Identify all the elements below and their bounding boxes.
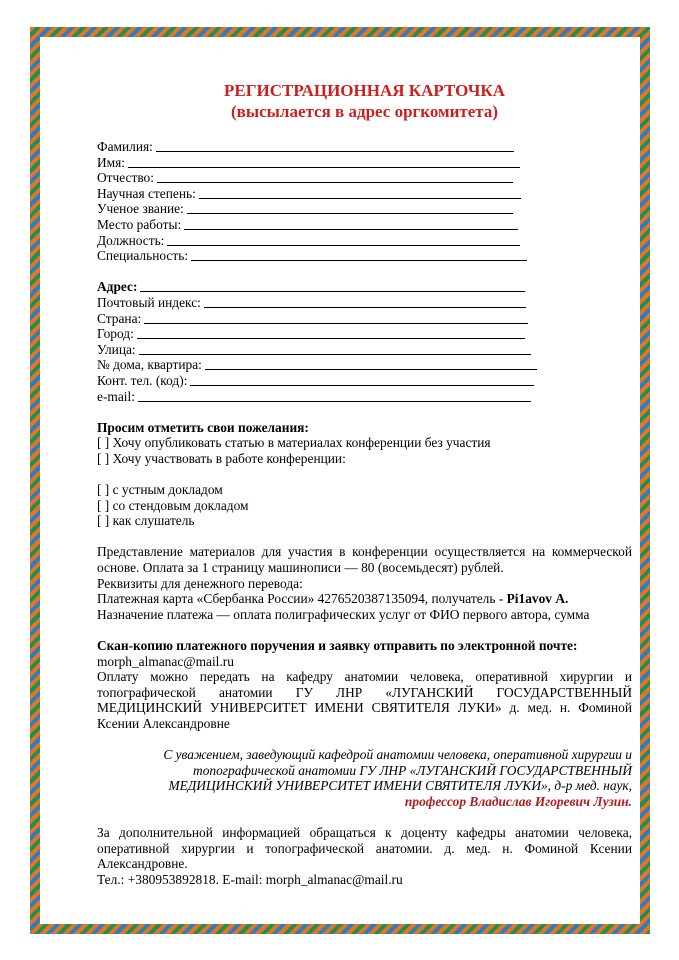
registration-card [97,80,632,888]
input-line[interactable] [190,373,534,386]
input-line[interactable] [205,357,537,370]
checkbox-option[interactable]: [ ] Хочу участвовать в работе конференции: [97,450,346,466]
send-email[interactable]: morph_almanac@mail.ru [97,653,234,669]
payment-card-text: Платежная карта «Сбербанка России» 4276520387135094, получатель - [97,591,507,607]
field-label: Улица: [97,341,136,357]
checkbox-option[interactable]: [ ] с устным докладом [97,482,223,498]
field-email[interactable] [97,389,632,405]
field-label: Научная степень: [97,185,196,201]
input-line[interactable] [139,342,531,355]
input-line[interactable] [137,326,525,339]
input-line[interactable] [144,311,528,324]
wishes-heading: Просим отметить свои пожелания: [97,419,309,435]
payment-recipient: Pi1avov А. [506,591,569,607]
payment-terms: Представление материалов для участия в конференции осуществляется на коммерческой основе. Оплата за 1 страницу машинописи — 80 (восемьдесят) рублей. [97,544,632,576]
checkbox-option[interactable]: [ ] со стендовым докладом [97,497,249,513]
field-label: Город: [97,326,134,342]
field-label: Страна: [97,310,142,326]
input-line[interactable] [156,139,514,152]
field-label: Специальность: [97,248,189,264]
payment-purpose: Назначение платежа — оплата полиграфических услуг от ФИО первого автора, сумма [97,606,590,622]
signature-name: профессор Владислав Игоревич Лузин. [404,793,632,809]
input-line[interactable] [187,201,513,214]
field-label: Почтовый индекс: [97,294,201,310]
contact-phone-email[interactable]: Тел.: +380953892818. E-mail: morph_almanac@mail.ru [97,871,403,887]
payment-card [97,591,632,607]
field-label: Отчество: [97,170,154,186]
title-line-2: (высылается в адрес оргкомитета) [230,102,498,121]
contact-text: За дополнительной информацией обращаться к доценту кафедры анатомии человека, оперативной хирургии и топографической анатомии. д. мед. н. Фоминой Ксении Александровне. [97,825,632,872]
field-label: Место работы: [97,216,182,232]
input-line[interactable] [184,217,518,230]
field-title[interactable] [97,201,632,217]
address-heading: Адрес: [97,279,138,295]
field-country[interactable] [97,311,632,327]
field-label: Должность: [97,232,165,248]
signature-text: С уважением, заведующий кафедрой анатомии человека, оперативной хирургии и топографической анатомии ГУ ЛНР «ЛУГАНСКИЙ ГОСУДАРСТВЕННЫЙ МЕДИЦИНСКИЙ УНИВЕРСИТЕТ ИМЕНИ СВЯТИТЕЛЯ ЛУКИ», д-р мед. наук, [163,747,632,794]
send-heading: Скан-копию платежного поручения и заявку отправить по электронной почте: [97,638,578,653]
field-phone[interactable] [97,373,632,389]
field-specialty[interactable] [97,248,632,264]
field-label: № дома, квартира: [97,357,202,373]
field-label: Фамилия: [97,139,153,154]
field-postcode[interactable] [97,295,632,311]
send-text: Оплату можно передать на кафедру анатомии человека, оперативной хирургии и топографической анатомии ГУ ЛНР «ЛУГАНСКИЙ ГОСУДАРСТВЕННЫЙ МЕДИЦИНСКИЙ УНИВЕРСИТЕТ ИМЕНИ СВЯТИТЕЛЯ ЛУКИ» д. мед. н. Фоминой Ксении Александровне [97,669,632,731]
input-line[interactable] [204,295,526,308]
input-line[interactable] [140,279,525,292]
field-surname[interactable] [97,139,632,155]
field-street[interactable] [97,342,632,358]
input-line[interactable] [167,233,520,246]
field-house[interactable] [97,357,632,373]
field-workplace[interactable] [97,217,632,233]
field-label: Конт. тел. (код): [97,372,188,388]
checkbox-option[interactable]: [ ] как слушатель [97,513,195,529]
input-line[interactable] [138,389,531,402]
field-degree[interactable] [97,186,632,202]
title-line-1: РЕГИСТРАЦИОННАЯ КАРТОЧКА [224,81,505,100]
field-name[interactable] [97,155,632,171]
card-title [97,80,632,122]
field-address[interactable] [97,279,632,295]
input-line[interactable] [157,170,513,183]
field-city[interactable] [97,326,632,342]
payment-details-heading: Реквизиты для денежного перевода: [97,575,303,591]
input-line[interactable] [128,155,520,168]
field-position[interactable] [97,233,632,249]
checkbox-option[interactable]: [ ] Хочу опубликовать статью в материалах конференции без участия [97,435,491,451]
field-label: Ученое звание: [97,201,184,217]
input-line[interactable] [199,186,521,199]
field-patronymic[interactable] [97,170,632,186]
input-line[interactable] [191,248,527,261]
field-label: e-mail: [97,388,135,404]
field-label: Имя: [97,154,126,170]
